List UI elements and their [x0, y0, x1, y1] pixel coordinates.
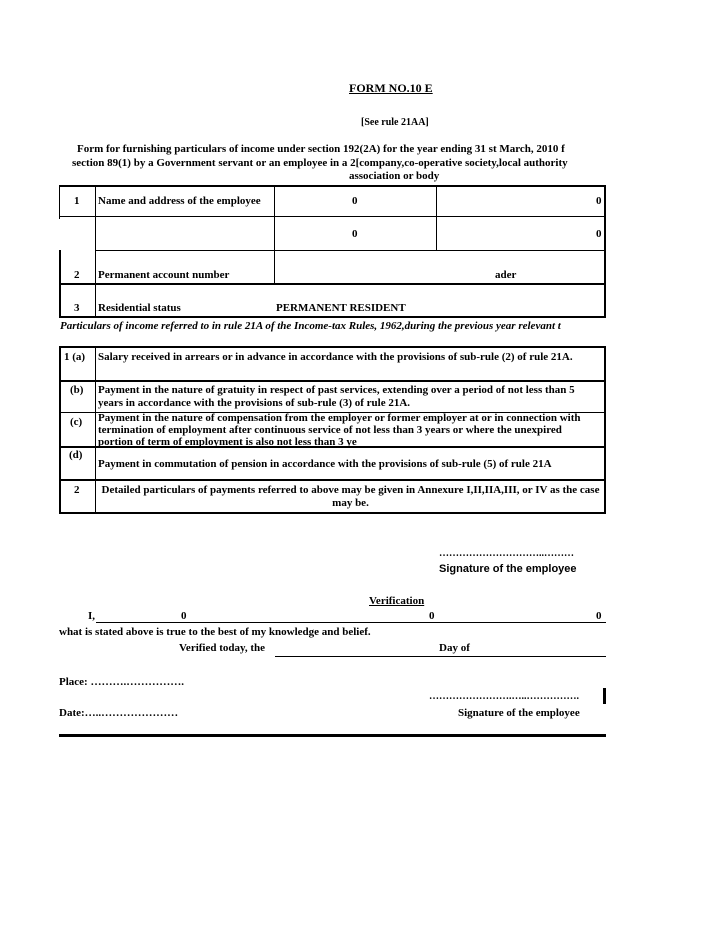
row-number: 2 — [74, 269, 80, 281]
signature-dots: …………………………..……… — [439, 548, 574, 559]
row-divider — [59, 479, 606, 481]
items-table-bottom — [59, 512, 606, 514]
date-field: Date:…..………………… — [59, 707, 179, 719]
col-divider — [95, 185, 96, 317]
item-number: 1 (a) — [64, 351, 86, 363]
rule-reference: [See rule 21AA] — [361, 117, 429, 128]
verification-statement: what is stated above is true to the best of my knowledge and belief. — [59, 626, 371, 638]
row-divider — [59, 380, 606, 382]
item-text: Salary received in arrears or in advance in accordance with the provisions of sub-rule (2) of rule 21A. — [98, 351, 573, 363]
day-of-label: Day of — [439, 642, 470, 654]
residential-status-value: PERMANENT RESIDENT — [276, 302, 406, 314]
items-table-top — [59, 346, 606, 348]
employee-name-value-2: 0 — [352, 228, 358, 240]
item-text: Payment in commutation of pension in accordance with the provisions of sub-rule (5) of rule 21A — [98, 458, 552, 470]
employee-name-label: Name and address of the employee — [98, 195, 261, 207]
verification-title: Verification — [369, 595, 425, 607]
verification-value-1: 0 — [181, 610, 187, 622]
row-number: 1 — [74, 195, 80, 207]
items-col-divider — [95, 346, 96, 514]
col-divider — [274, 185, 275, 283]
item-number: (b) — [70, 384, 84, 396]
row-divider — [95, 250, 606, 251]
particulars-heading: Particulars of income referred to in rule 21A of the Income-tax Rules, 1962,during the previous year relevant t — [60, 320, 561, 332]
items-right-border — [604, 346, 606, 514]
bottom-rule — [59, 734, 606, 737]
col-divider — [436, 185, 437, 250]
item-text: Payment in the nature of gratuity in respect of past services, extending over a period of not less than 5 years in accordance with the provisions of sub-rule (3) of rule 21A. — [98, 384, 575, 409]
signature-dots: …………………….…..……………. — [429, 691, 579, 702]
name-underline — [96, 622, 606, 623]
row-divider — [59, 283, 606, 285]
row-divider — [59, 316, 606, 318]
table-right-border — [604, 185, 606, 317]
form-title: FORM NO.10 E — [349, 81, 433, 95]
table-left-border — [59, 185, 60, 219]
employee-name-value: 0 — [352, 195, 358, 207]
row-number: 3 — [74, 302, 80, 314]
verified-today-label: Verified today, the — [179, 642, 266, 654]
intro-line-2: section 89(1) by a Government servant or an employee in a 2[company,co-operative society,local authority — [72, 157, 568, 169]
row-divider — [59, 446, 606, 448]
signature-label: Signature of the employee — [439, 563, 577, 575]
employee-address-value-2: 0 — [596, 228, 602, 240]
residential-status-label: Residential status — [98, 302, 181, 314]
employee-address-value: 0 — [596, 195, 602, 207]
intro-line-1: Form for furnishing particulars of income under section 192(2A) for the year ending 31 st March, 2010 f — [77, 143, 565, 155]
verification-value-3: 0 — [596, 610, 602, 622]
date-underline — [275, 656, 606, 657]
item-number: (c) — [70, 416, 83, 428]
pan-value: ader — [495, 269, 517, 281]
row-divider — [59, 216, 606, 217]
verification-value-2: 0 — [429, 610, 435, 622]
intro-line-3: association or body — [349, 170, 440, 182]
sig-marker — [603, 688, 606, 704]
pan-label: Permanent account number — [98, 269, 230, 281]
items-left-border — [59, 346, 61, 514]
i-label: I, — [88, 610, 96, 622]
place-field: Place: ……….……………. — [59, 676, 184, 688]
table-top-border — [59, 185, 606, 187]
item-number: (d) — [69, 449, 83, 461]
item-number: 2 — [74, 484, 80, 496]
item-text: Payment in the nature of compensation from the employer or former employer at or in connection with termination of employment after continuous service of not less than 3 years or where the unexpired portion of term of employment is also not less than 3 ye — [98, 412, 581, 446]
table-left-border — [59, 250, 61, 316]
signature-label: Signature of the employee — [458, 707, 580, 719]
item-text: Detailed particulars of payments referred to above may be given in Annexure I,II,IIA,III, or IV as the case may be. — [101, 484, 600, 509]
